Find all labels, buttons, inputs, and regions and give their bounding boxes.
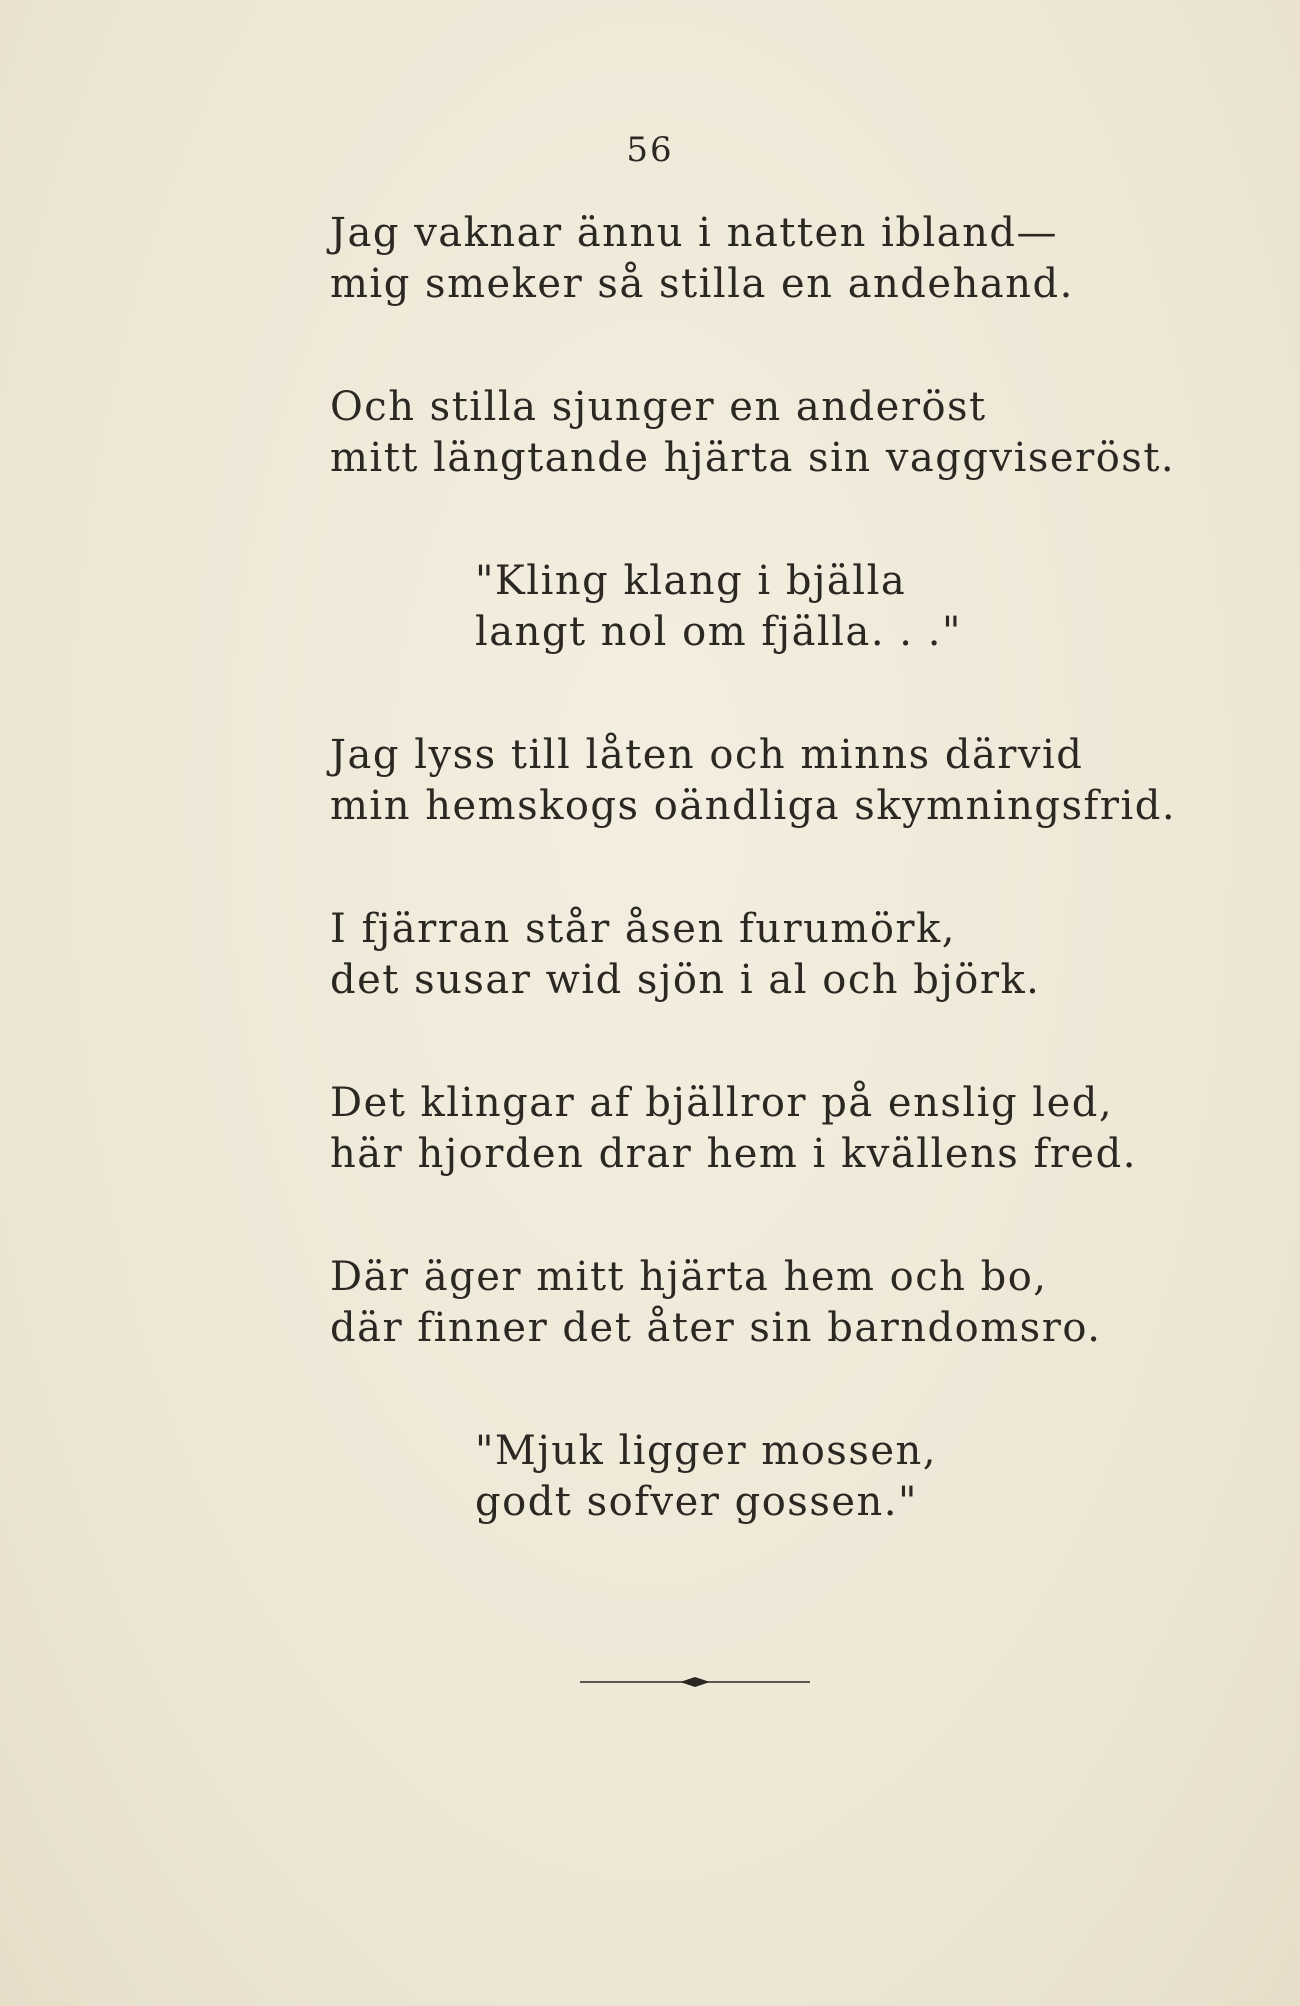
rule-diamond-ornament-icon bbox=[580, 1672, 810, 1692]
poem-line: Jag lyss till låten och minns därvid bbox=[330, 732, 1084, 778]
poem-line: langt nol om fjälla. . ." bbox=[475, 609, 962, 655]
poem-line: Det klingar af bjällror på enslig led, bbox=[330, 1080, 1114, 1126]
stanza bbox=[330, 730, 1177, 832]
refrain-stanza bbox=[330, 556, 1130, 658]
poem-line: "Mjuk ligger mossen, bbox=[475, 1428, 937, 1474]
refrain-stanza bbox=[330, 1426, 1130, 1528]
poem bbox=[330, 208, 1177, 1600]
poem-line: Där äger mitt hjärta hem och bo, bbox=[330, 1254, 1048, 1300]
stanza bbox=[330, 1252, 1130, 1354]
stanza bbox=[330, 382, 1176, 484]
poem-line: I fjärran står åsen furumörk, bbox=[330, 906, 956, 952]
poem-line: det susar wid sjön i al och björk. bbox=[330, 957, 1041, 1003]
poem-line: där finner det åter sin barndomsro. bbox=[330, 1305, 1102, 1351]
poem-line: godt sofver gossen." bbox=[475, 1479, 918, 1525]
page-number: 56 bbox=[626, 130, 674, 170]
stanza bbox=[330, 1078, 1137, 1180]
poem-line: mig smeker så stilla en andehand. bbox=[330, 261, 1074, 307]
poem-line: Jag vaknar ännu i natten ibland— bbox=[330, 210, 1058, 256]
stanza bbox=[330, 208, 1130, 310]
poem-line: Och stilla sjunger en anderöst bbox=[330, 384, 987, 430]
poem-line: här hjorden drar hem i kvällens fred. bbox=[330, 1131, 1137, 1177]
stanza bbox=[330, 904, 1130, 1006]
poem-line: "Kling klang i bjälla bbox=[475, 558, 907, 604]
poem-line: mitt längtande hjärta sin vaggviseröst. bbox=[330, 435, 1176, 481]
poem-line: min hemskogs oändliga skymningsfrid. bbox=[330, 783, 1177, 829]
